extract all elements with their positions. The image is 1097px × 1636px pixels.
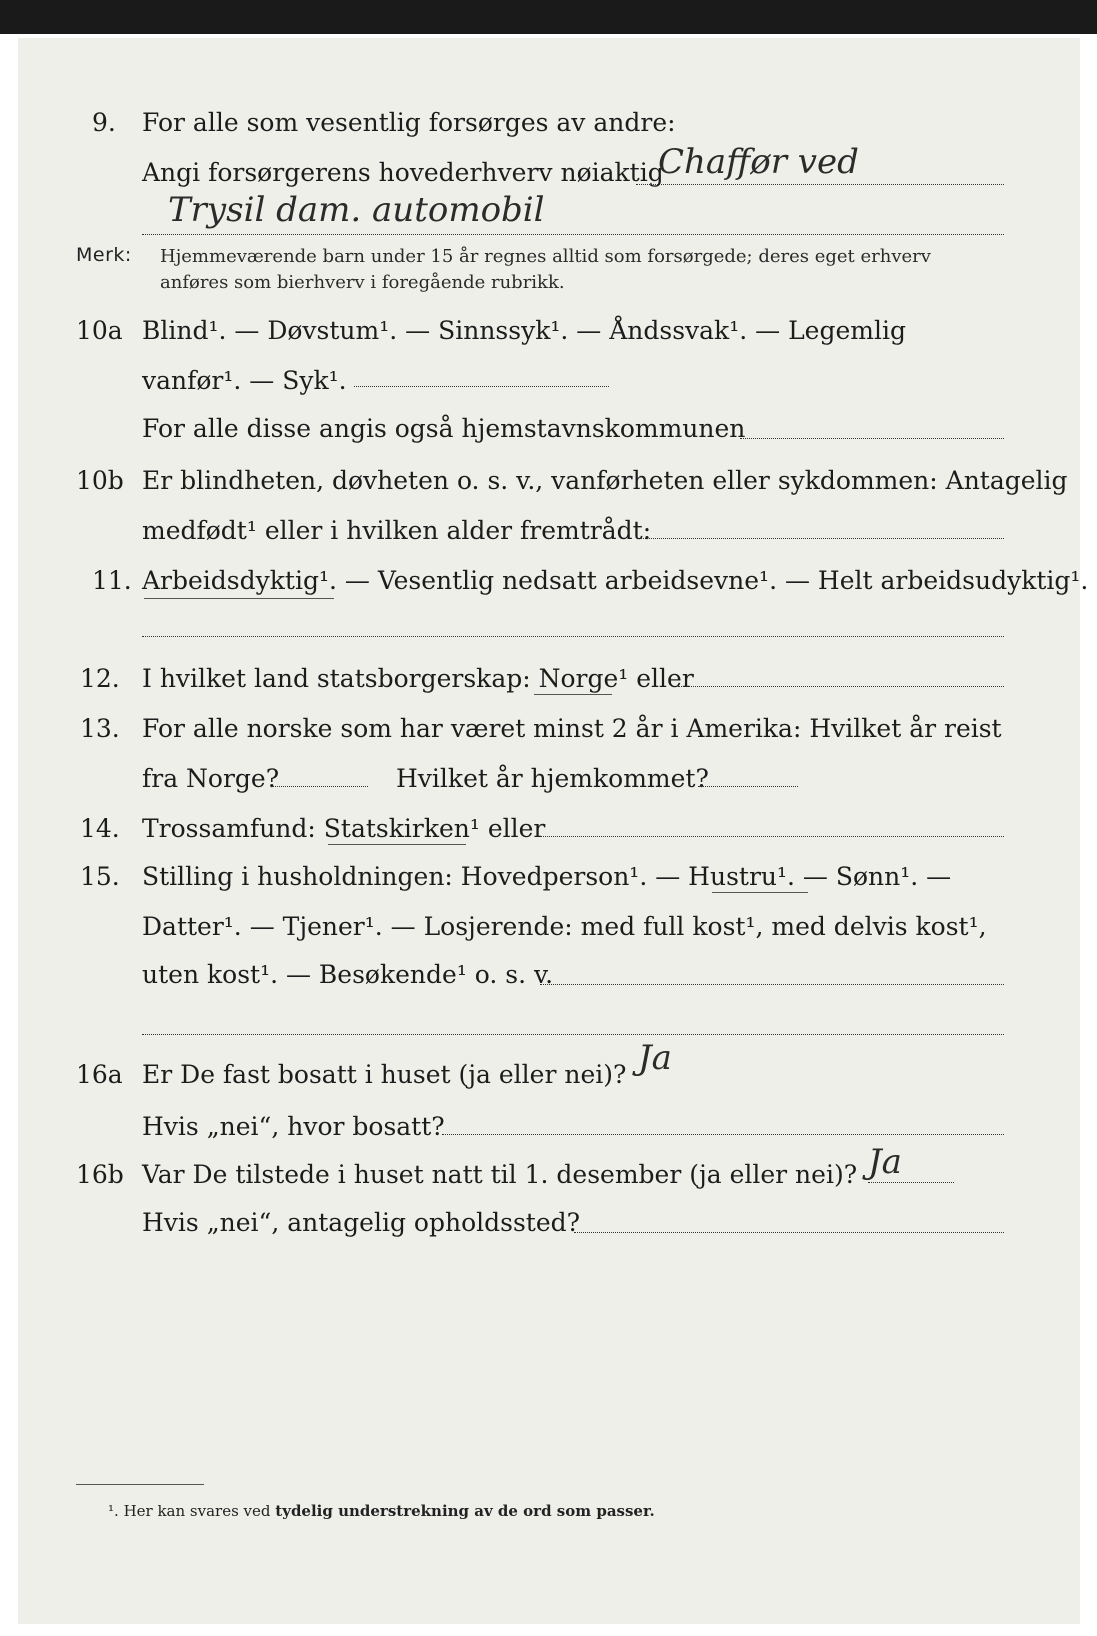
q10b-text-line2: medfødt¹ eller i hvilken alder fremtrådt:	[142, 516, 652, 545]
q11-answer-line[interactable]	[142, 636, 1004, 637]
q10a-hjemstavn-line[interactable]	[740, 438, 1004, 439]
q10a-answer-line[interactable]	[354, 386, 609, 387]
q12-underline-mark	[534, 694, 612, 695]
q16a-answer-line[interactable]	[442, 1134, 1004, 1135]
q16a-handwritten-answer: Ja	[638, 1038, 672, 1078]
footnote	[108, 1502, 655, 1520]
q10a-text-line2: vanfør¹. — Syk¹.	[142, 366, 347, 395]
q16b-number: 16b	[76, 1160, 124, 1189]
scan-border-top	[0, 0, 1097, 34]
footnote-marker: ¹.	[108, 1502, 119, 1520]
q15-underline-mark	[712, 892, 808, 893]
q15-answer-line1[interactable]	[540, 984, 1004, 985]
q16a-text-line2: Hvis „nei“, hvor bosatt?	[142, 1112, 445, 1141]
q12-number: 12.	[80, 664, 120, 693]
q13-hjemkommet-line[interactable]	[698, 786, 798, 787]
q16a-text-line1: Er De fast bosatt i huset (ja eller nei)?	[142, 1060, 627, 1089]
form-page	[18, 38, 1089, 1624]
q9-text-line2: Angi forsørgerens hovederhverv nøiaktig	[142, 158, 664, 187]
footnote-text-bold: tydelig understrekning av de ord som passer.	[275, 1502, 655, 1520]
q14-text-line1: Trossamfund: Statskirken¹ eller	[142, 814, 546, 843]
q14-number: 14.	[80, 814, 120, 843]
q13-text-line1: For alle norske som har været minst 2 år i Amerika: Hvilket år reist	[142, 714, 1002, 743]
q16b-answer-line2[interactable]	[574, 1232, 1004, 1233]
q13-text-line2a: fra Norge?	[142, 764, 280, 793]
merk-text-line1: Hjemmeværende barn under 15 år regnes alltid som forsørgede; deres eget erhverv	[160, 246, 931, 267]
q14-answer-line[interactable]	[540, 836, 1004, 837]
q15-answer-line2[interactable]	[142, 1034, 1004, 1035]
q10a-number: 10a	[76, 316, 123, 345]
q16b-answer-line1[interactable]	[868, 1182, 954, 1183]
q9-answer-line1[interactable]	[636, 184, 1004, 185]
q15-number: 15.	[80, 862, 120, 891]
q14-underline-mark	[328, 844, 466, 845]
q10b-number: 10b	[76, 466, 124, 495]
q16b-text-line2: Hvis „nei“, antagelig opholdssted?	[142, 1208, 581, 1237]
q12-answer-line[interactable]	[678, 686, 1004, 687]
q15-text-line2: Datter¹. — Tjener¹. — Losjerende: med full kost¹, med delvis kost¹,	[142, 912, 987, 941]
q9-answer-line2[interactable]	[142, 234, 1004, 235]
q12-text-line1: I hvilket land statsborgerskap: Norge¹ eller	[142, 664, 694, 693]
q16b-handwritten-answer: Ja	[868, 1142, 902, 1182]
q9-handwritten-answer1: Chaffør ved	[658, 142, 859, 182]
q15-text-line1: Stilling i husholdningen: Hovedperson¹. — Hustru¹. — Sønn¹. —	[142, 862, 952, 891]
q13-reist-line[interactable]	[272, 786, 368, 787]
merk-text-line2: anføres som bierhverv i foregående rubrikk.	[160, 272, 565, 293]
q9-text-line1: For alle som vesentlig forsørges av andre:	[142, 108, 676, 137]
merk-label: Merk:	[76, 244, 132, 266]
footnote-text-plain: Her kan svares ved	[123, 1502, 271, 1520]
q10a-text-line3: For alle disse angis også hjemstavnskommunen	[142, 414, 746, 443]
q11-number: 11.	[92, 566, 132, 595]
q13-text-line2b: Hvilket år hjemkommet?	[396, 764, 709, 793]
q15-text-line3: uten kost¹. — Besøkende¹ o. s. v.	[142, 960, 554, 989]
q10a-text-line1: Blind¹. — Døvstum¹. — Sinnssyk¹. — Åndssvak¹. — Legemlig	[142, 316, 906, 345]
q11-underline-mark	[144, 598, 334, 599]
q11-text-line1: Arbeidsdyktig¹. — Vesentlig nedsatt arbeidsevne¹. — Helt arbeidsudyktig¹.	[142, 566, 1089, 595]
q9-number: 9.	[92, 108, 116, 137]
footnote-rule	[76, 1484, 204, 1485]
q13-number: 13.	[80, 714, 120, 743]
q16a-number: 16a	[76, 1060, 123, 1089]
q10b-answer-line[interactable]	[640, 538, 1004, 539]
q10b-text-line1: Er blindheten, døvheten o. s. v., vanførheten eller sykdommen: Antagelig	[142, 466, 1068, 495]
q9-handwritten-answer2: Trysil dam. automobil	[168, 190, 545, 230]
q16b-text-line1: Var De tilstede i huset natt til 1. desember (ja eller nei)?	[142, 1160, 858, 1189]
